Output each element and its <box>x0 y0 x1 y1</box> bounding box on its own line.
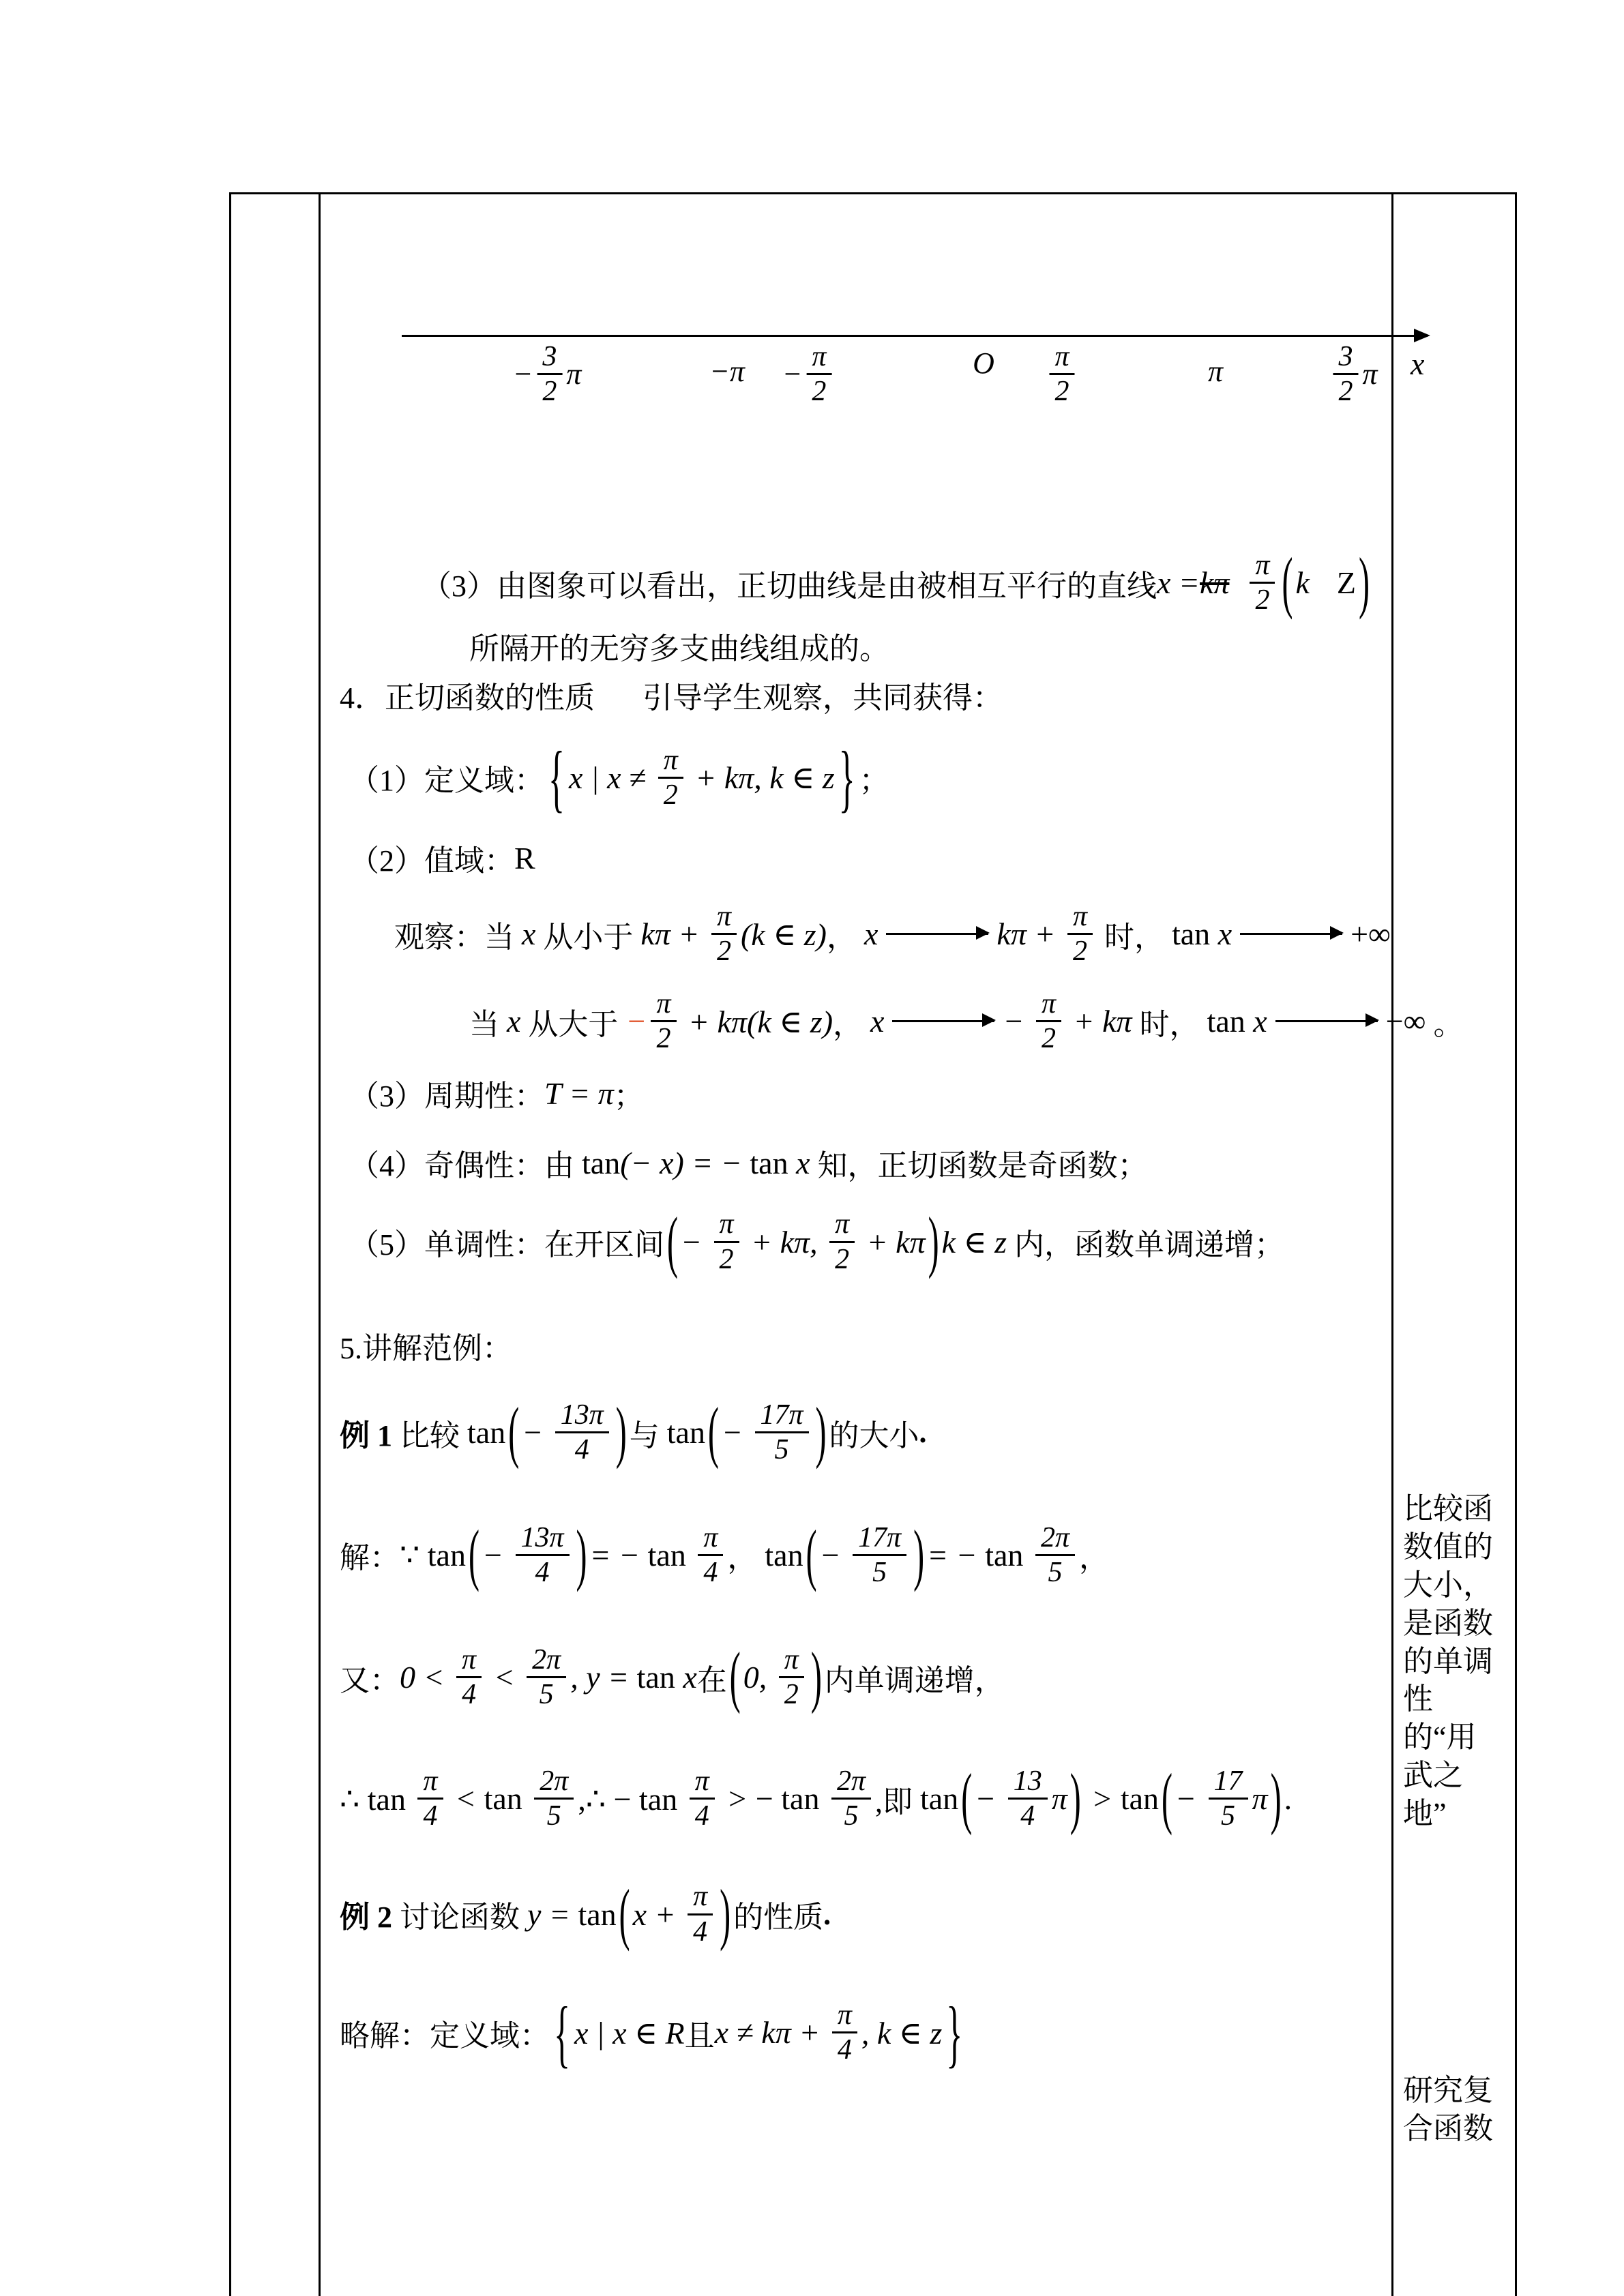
example-2-statement <box>340 1876 1378 1952</box>
fraction-denominator: 2 <box>806 373 831 408</box>
annotation-compare-values: 比较函数值的大小，是函数的单调性的“用武之地” <box>1403 1492 1493 1830</box>
text-segment: − <box>1175 1781 1205 1817</box>
example-1-solution-2 <box>340 1639 1378 1716</box>
fraction <box>755 1399 809 1467</box>
text-segment: 讨论函数 <box>392 1900 527 1935</box>
axis-tick-neg-pi-2 <box>782 340 836 408</box>
fraction-numerator: π <box>423 1765 438 1797</box>
axis-tick-neg-pi <box>709 354 745 389</box>
fraction-denominator: 5 <box>527 1676 566 1711</box>
fraction-numerator: π <box>812 341 827 372</box>
text-segment: − <box>975 1781 1004 1817</box>
fraction <box>516 1521 570 1590</box>
fraction-denominator: 2 <box>1049 373 1074 408</box>
example-1-solution-3 <box>340 1760 1378 1837</box>
text-segment: x | x ≠ <box>569 760 654 795</box>
text-segment: − <box>819 1537 849 1572</box>
fraction-numerator: 17 <box>1213 1765 1243 1797</box>
text-segment: + kπ <box>859 1224 926 1259</box>
fraction-denominator: 2 <box>711 933 737 968</box>
text-segment: tan <box>765 1537 803 1572</box>
fraction-numerator: π <box>663 744 678 776</box>
fraction-denominator: 2 <box>651 1020 676 1055</box>
fraction-denominator: 5 <box>853 1554 906 1589</box>
fraction-numerator: π <box>719 1208 734 1240</box>
fraction <box>688 1880 713 1948</box>
text-segment: 在 <box>696 1663 727 1697</box>
text-segment: （3）由图象可以看出，正切曲线是由被相互平行的直线 <box>422 569 1157 603</box>
property-period <box>340 1071 1378 1115</box>
fraction-denominator: 4 <box>690 1798 715 1832</box>
big-paren-delimiter: ) <box>615 1395 627 1471</box>
text-segment: tan <box>1171 916 1218 952</box>
text-segment: , y = <box>570 1660 637 1695</box>
text-segment: 内单调递增， <box>824 1663 1005 1697</box>
text-segment: + kπ(k ∈ z) <box>680 1004 833 1039</box>
text-segment: T = π <box>544 1075 614 1111</box>
fraction-numerator: π <box>656 987 671 1019</box>
text-segment: 且 <box>684 2018 715 2053</box>
fraction-denominator: 2 <box>1067 933 1093 968</box>
text-segment: x <box>507 1004 521 1039</box>
fraction <box>1036 987 1061 1056</box>
fraction-numerator: 3 <box>1338 341 1353 372</box>
fraction-denominator: 2 <box>1250 582 1275 616</box>
big-paren-delimiter: ) <box>1069 1760 1081 1837</box>
text-segment: 所隔开的无穷多支曲线组成的。 <box>469 631 889 666</box>
fraction-denominator: 4 <box>832 2031 857 2066</box>
fraction <box>456 1643 482 1712</box>
table-left-empty-column <box>231 194 321 2296</box>
big-paren-delimiter: ( <box>468 1517 479 1594</box>
big-paren-delimiter: ( <box>1162 1760 1172 1837</box>
text-segment: ,即 <box>875 1785 920 1819</box>
text-segment: tan <box>636 1660 683 1695</box>
text-segment: , k ∈ z <box>861 2015 943 2051</box>
text-segment: （1）定义域： <box>349 764 544 798</box>
text-segment: (k ∈ z) <box>740 916 827 952</box>
fraction <box>527 1643 566 1712</box>
annotation-column <box>1393 194 1515 2296</box>
fraction <box>1035 1521 1075 1590</box>
text-segment: 知，正切函数是奇函数； <box>810 1149 1148 1183</box>
fraction-numerator: 2π <box>532 1644 561 1676</box>
text-segment: 时， <box>1096 920 1172 954</box>
fraction-numerator: 13 <box>1013 1765 1042 1797</box>
text-segment: ， <box>833 1007 871 1041</box>
fraction-numerator: π <box>716 901 731 933</box>
tick-label: −π <box>709 355 745 388</box>
fraction <box>698 1521 723 1590</box>
fraction <box>1067 900 1093 968</box>
big-paren-delimiter: ( <box>729 1639 741 1716</box>
text-segment: tan <box>484 1781 531 1817</box>
fraction <box>651 987 676 1056</box>
fraction <box>690 1765 715 1833</box>
fraction <box>537 340 562 408</box>
text-segment: tan <box>920 1781 959 1817</box>
text-segment: 当 <box>469 1007 507 1041</box>
fraction-numerator: π <box>462 1644 477 1676</box>
text-segment: ,∴ − tan <box>578 1781 685 1817</box>
text-segment: tan <box>582 1145 621 1180</box>
text-segment: x = <box>1157 565 1200 601</box>
paragraph-3-line1 <box>340 545 1378 621</box>
text-segment: x <box>796 1145 810 1180</box>
big-paren-delimiter: ) <box>1270 1760 1282 1837</box>
text-segment: − <box>522 1415 551 1450</box>
text-segment: （3）周期性： <box>349 1079 544 1114</box>
fraction <box>831 1765 871 1833</box>
text-segment: +∞ <box>1350 916 1391 952</box>
big-paren-delimiter: ) <box>913 1517 925 1594</box>
text-segment: 从大于 <box>520 1007 626 1041</box>
text-segment: x | x ∈ R <box>574 2015 685 2051</box>
long-right-arrow-icon <box>1240 933 1342 935</box>
text-segment: 内，函数单调递增； <box>1007 1228 1285 1262</box>
long-right-arrow-icon <box>886 933 988 935</box>
text-segment: (− x) = − <box>620 1145 750 1180</box>
fraction-denominator: 2 <box>714 1241 739 1276</box>
section-5-heading <box>340 1324 1378 1367</box>
big-paren-delimiter: ( <box>707 1395 719 1471</box>
axis-origin-label <box>973 346 994 381</box>
text-segment: tan <box>985 1537 1031 1572</box>
text-segment: ； <box>613 1079 644 1114</box>
tick-suffix: π <box>1362 357 1378 391</box>
fraction <box>806 340 831 408</box>
text-segment: − <box>680 1224 710 1259</box>
text-segment: x <box>522 916 536 952</box>
lesson-plan-table <box>229 192 1517 2296</box>
text-segment: 。 <box>1426 1007 1464 1041</box>
big-paren-delimiter: ) <box>810 1639 822 1716</box>
text-segment: . <box>1284 1781 1293 1817</box>
origin-label: O <box>973 346 994 380</box>
text-segment: tan <box>647 1537 694 1572</box>
axis-tick-3-2-pi <box>1329 340 1377 408</box>
fraction-numerator: 2π <box>540 1765 569 1797</box>
big-brace-delimiter: } <box>838 735 855 820</box>
fraction-numerator: 3 <box>542 341 557 372</box>
tick-label: π <box>1207 355 1224 388</box>
text-segment: tan <box>467 1415 506 1450</box>
fraction-denominator: 5 <box>831 1798 871 1832</box>
text-segment: − <box>721 1415 751 1450</box>
text-segment: 例 2 <box>340 1900 392 1935</box>
fraction-numerator: π <box>837 1999 852 2031</box>
fraction-numerator: 2π <box>836 1765 866 1797</box>
text-segment: > <box>1083 1781 1121 1817</box>
observation-line2 <box>340 987 1464 1056</box>
text-segment: 的大小 <box>829 1418 919 1452</box>
fraction-denominator: 4 <box>1008 1798 1048 1832</box>
fraction-denominator: 2 <box>779 1676 804 1711</box>
fraction <box>779 1643 804 1712</box>
text-segment: tan <box>750 1145 797 1180</box>
fraction-denominator: 2 <box>537 373 562 408</box>
fraction-numerator: π <box>835 1208 850 1240</box>
big-paren-delimiter: ) <box>720 1876 731 1952</box>
text-segment: 从小于 <box>535 920 641 954</box>
fraction-numerator: π <box>693 1881 708 1913</box>
text-segment: 0 < <box>400 1660 453 1695</box>
text-segment: 解： <box>340 1541 400 1575</box>
example-1-statement <box>340 1395 1378 1471</box>
text-segment: − tan <box>755 1781 827 1817</box>
text-segment: > <box>718 1781 756 1817</box>
fraction-denominator: 2 <box>1333 373 1358 408</box>
fraction-numerator: π <box>784 1644 799 1676</box>
text-segment: 又： <box>340 1663 400 1697</box>
big-paren-delimiter: ) <box>1359 545 1370 621</box>
fraction <box>1049 340 1074 408</box>
text-segment: = − <box>927 1537 986 1572</box>
fraction-denominator: 4 <box>688 1913 713 1948</box>
big-paren-delimiter: ( <box>961 1760 973 1837</box>
property-domain <box>340 735 1378 820</box>
fraction-numerator: π <box>1255 550 1270 581</box>
example-1-solution-1 <box>340 1517 1378 1594</box>
text-segment: ， <box>827 920 864 954</box>
big-brace-delimiter: { <box>554 1991 570 2075</box>
text-segment: （2）值域： <box>349 844 514 878</box>
text-segment: < <box>486 1660 523 1695</box>
text-segment: tan <box>666 1415 705 1450</box>
tick-sign: − <box>512 357 533 391</box>
text-segment: + kπ <box>1065 1004 1132 1039</box>
text-segment: R <box>514 840 535 876</box>
x-axis-label: x <box>1411 346 1425 381</box>
property-range <box>340 836 1378 880</box>
text-segment: ∴ tan <box>340 1781 414 1817</box>
text-segment: 的性质 <box>733 1900 824 1935</box>
text-segment: （4）奇偶性：由 <box>349 1149 582 1183</box>
text-segment: k <box>1295 565 1310 601</box>
fraction-numerator: 17π <box>760 1399 803 1431</box>
section-4-heading <box>340 673 1378 717</box>
text-segment: x <box>864 916 879 952</box>
fraction-numerator: π <box>694 1765 709 1797</box>
big-paren-delimiter: ( <box>667 1204 678 1280</box>
text-segment: ， <box>727 1541 765 1575</box>
text-segment: π <box>1051 1781 1067 1817</box>
fraction-denominator: 4 <box>555 1431 609 1466</box>
observation-line1 <box>340 900 1391 968</box>
fraction-numerator: 13π <box>560 1399 604 1431</box>
long-right-arrow-icon <box>1275 1020 1378 1022</box>
big-paren-delimiter: ( <box>1282 545 1293 621</box>
text-segment: k ∈ z <box>941 1225 1007 1260</box>
text-segment: − <box>1003 1004 1032 1039</box>
text-segment: 4．正切函数的性质 <box>340 681 595 715</box>
text-segment: < <box>447 1781 484 1817</box>
tick-suffix: π <box>566 357 582 391</box>
text-segment: kπ + <box>996 916 1063 952</box>
fraction <box>1008 1765 1048 1833</box>
text-segment: 与 <box>629 1418 667 1452</box>
property-monotonicity <box>340 1204 1378 1280</box>
property-parity <box>340 1141 1378 1184</box>
axis-tick-pi-2 <box>1045 340 1078 408</box>
text-segment: kπ <box>1199 565 1230 601</box>
fraction <box>853 1521 906 1590</box>
fraction <box>711 900 737 968</box>
fraction <box>829 1208 855 1276</box>
big-paren-delimiter: ) <box>815 1395 827 1471</box>
text-segment: （5）单调性：在开区间 <box>349 1228 664 1262</box>
text-segment: 0, <box>743 1660 775 1695</box>
big-brace-delimiter: } <box>946 1991 963 2075</box>
fraction <box>1333 340 1358 408</box>
big-paren-delimiter: ( <box>806 1517 817 1594</box>
fraction-denominator: 5 <box>1209 1798 1248 1832</box>
fraction-numerator: 2π <box>1040 1521 1069 1553</box>
text-segment: 比较 <box>392 1418 467 1452</box>
fraction-denominator: 5 <box>755 1431 809 1466</box>
text-segment: x + <box>632 1896 684 1932</box>
fraction <box>555 1399 609 1467</box>
fraction <box>534 1765 574 1833</box>
tangent-axis-diagram <box>321 194 1425 467</box>
text-segment: + kπ, k ∈ z <box>687 760 835 796</box>
example-2-solution <box>340 1991 1378 2075</box>
big-paren-delimiter: ) <box>576 1517 587 1594</box>
text-segment: . <box>823 1897 831 1931</box>
big-paren-delimiter: ( <box>508 1395 520 1471</box>
text-segment: 略解：定义域： <box>340 2018 550 2053</box>
text-segment: 引导学生观察，共同获得： <box>643 681 1003 715</box>
fraction-numerator: π <box>703 1521 718 1553</box>
text-segment: x <box>683 1660 697 1695</box>
text-segment: ∵ tan <box>400 1538 466 1573</box>
fraction <box>1250 549 1275 617</box>
big-brace-delimiter: { <box>548 735 565 820</box>
fraction-denominator: 2 <box>829 1241 855 1276</box>
fraction-denominator: 2 <box>1036 1020 1061 1055</box>
text-segment: . <box>919 1416 927 1450</box>
text-segment: + kπ, <box>743 1224 826 1259</box>
text-segment: ， <box>1078 1541 1109 1575</box>
text-segment: y = <box>527 1896 578 1932</box>
paragraph-3-line2 <box>340 624 1378 668</box>
fraction <box>417 1765 443 1833</box>
fraction <box>658 744 683 812</box>
big-paren-delimiter: ) <box>928 1204 939 1280</box>
fraction-numerator: π <box>1054 341 1069 372</box>
fraction-denominator: 4 <box>417 1798 443 1832</box>
text-segment: 5.讲解范例： <box>340 1331 512 1365</box>
text-segment: = − <box>589 1537 648 1572</box>
text-segment: 例 1 <box>340 1418 392 1452</box>
fraction <box>714 1208 739 1276</box>
annotation-composite-function: 研究复合函数 <box>1403 2073 1493 2145</box>
fraction-denominator: 4 <box>456 1676 482 1711</box>
big-paren-delimiter: ( <box>619 1876 630 1952</box>
fraction-denominator: 2 <box>658 777 683 811</box>
fraction-numerator: 17π <box>858 1521 902 1553</box>
fraction <box>832 1999 857 2067</box>
fraction-numerator: π <box>1072 901 1087 933</box>
fraction-denominator: 4 <box>516 1554 570 1589</box>
fraction-denominator: 4 <box>698 1554 723 1589</box>
text-segment: 时， <box>1132 1007 1207 1041</box>
text-segment: 观察：当 <box>394 920 522 954</box>
text-segment: kπ + <box>640 916 707 952</box>
text-segment: x ≠ kπ + <box>714 2015 828 2051</box>
fraction-numerator: π <box>1042 987 1057 1019</box>
fraction-denominator: 5 <box>534 1798 574 1832</box>
axis-tick-pi <box>1208 354 1223 389</box>
text-segment: − <box>625 1004 647 1039</box>
fraction <box>1209 1765 1248 1833</box>
text-segment: −∞ <box>1385 1004 1426 1039</box>
axis-tick-neg-3-2-pi <box>513 340 582 408</box>
text-segment: x <box>1253 1004 1267 1039</box>
fraction-numerator: 13π <box>520 1521 564 1553</box>
tick-sign: − <box>782 357 803 391</box>
text-segment: tan <box>578 1896 617 1932</box>
fraction-denominator: 5 <box>1035 1554 1075 1589</box>
x-axis-line <box>402 335 1428 337</box>
text-segment: ； <box>859 764 889 798</box>
long-right-arrow-icon <box>892 1020 994 1022</box>
text-segment: tan <box>1120 1781 1160 1817</box>
text-segment: π <box>1252 1781 1268 1817</box>
text-segment: x <box>1217 916 1232 952</box>
text-segment: x <box>870 1004 885 1039</box>
text-segment: Z <box>1336 565 1356 601</box>
text-segment: tan <box>1207 1004 1254 1039</box>
text-segment: − <box>482 1537 512 1572</box>
